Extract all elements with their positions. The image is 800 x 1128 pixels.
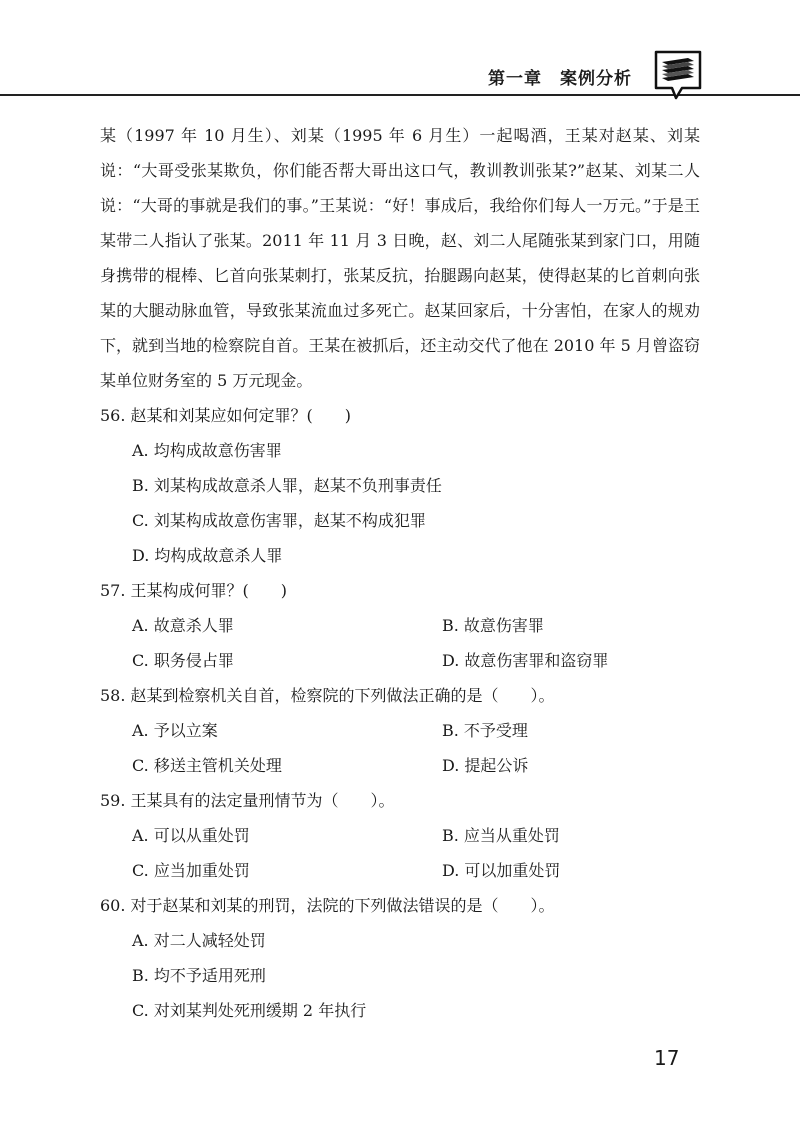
option-b: B. 刘某构成故意杀人罪，赵某不负刑事责任 [132,476,442,495]
option-c: C. 职务侵占罪 [132,651,234,670]
question-57 [100,573,700,608]
question-text: 对于赵某和刘某的刑罚，法院的下列做法错误的是（ ）。 [130,896,555,915]
question-number: 59. [100,791,126,810]
question-text: 赵某到检察机关自首，检察院的下列做法正确的是（ ）。 [130,686,555,705]
option-c: C. 刘某构成故意伤害罪，赵某不构成犯罪 [132,511,426,530]
option-a: A. 予以立案 [132,721,218,740]
option-b: B. 应当从重处罚 [442,826,560,845]
question-number: 60. [100,896,126,915]
question-text: 赵某和刘某应如何定罪？( ) [130,406,352,425]
option-a: A. 故意杀人罪 [132,616,234,635]
option-b: B. 均不予适用死刑 [132,966,266,985]
option-c: C. 应当加重处罚 [132,861,250,880]
question-number: 58. [100,686,126,705]
option-c: C. 对刘某判处死刑缓期 2 年执行 [132,1001,367,1020]
page-content [100,118,700,1028]
option-b: B. 不予受理 [442,721,528,740]
books-icon [652,48,704,104]
page-number: 17 [654,1046,680,1070]
question-58 [100,678,700,713]
option-d: D. 均构成故意杀人罪 [132,546,283,565]
case-paragraph: 某（1997 年 10 月生）、刘某（1995 年 6 月生）一起喝酒，王某对赵某、刘某说：“大哥受张某欺负，你们能否帮大哥出这口气，教训教训张某?”赵某、刘某二人说：“大哥的事就是我们的事。”王某说：“好！事成后，我给你们每人一万元。”于是王某带二人指认了张某。2011 年 11 月 3 日晚，赵、刘二人尾随张某到家门口，用随身携带的棍棒、匕首向张某刺打，张某反抗，抬腿踢向赵某，使得赵某的匕首刺向张某的大腿动脉血管，导致张某流血过多死亡。赵某回家后，十分害怕，在家人的规劝下，就到当地的检察院自首。王某在被抓后，还主动交代了他在 2010 年 5 月曾盗窃某单位财务室的 5 万元现金。 [100,126,700,390]
option-d: D. 提起公诉 [442,756,529,775]
chapter-title: 第一章 案例分析 [488,69,632,89]
question-56 [100,398,700,433]
option-a: A. 可以从重处罚 [132,826,250,845]
option-d: D. 可以加重处罚 [442,861,561,880]
option-c: C. 移送主管机关处理 [132,756,282,775]
question-59 [100,783,700,818]
question-number: 56. [100,406,126,425]
option-a: A. 对二人减轻处罚 [132,931,266,950]
page-header [0,0,800,110]
question-60 [100,888,700,923]
option-d: D. 故意伤害罪和盗窃罪 [442,651,609,670]
option-b: B. 故意伤害罪 [442,616,544,635]
question-text: 王某构成何罪？( ) [130,581,288,600]
question-text: 王某具有的法定量刑情节为（ ）。 [130,791,395,810]
question-number: 57. [100,581,126,600]
option-a: A. 均构成故意伤害罪 [132,441,282,460]
